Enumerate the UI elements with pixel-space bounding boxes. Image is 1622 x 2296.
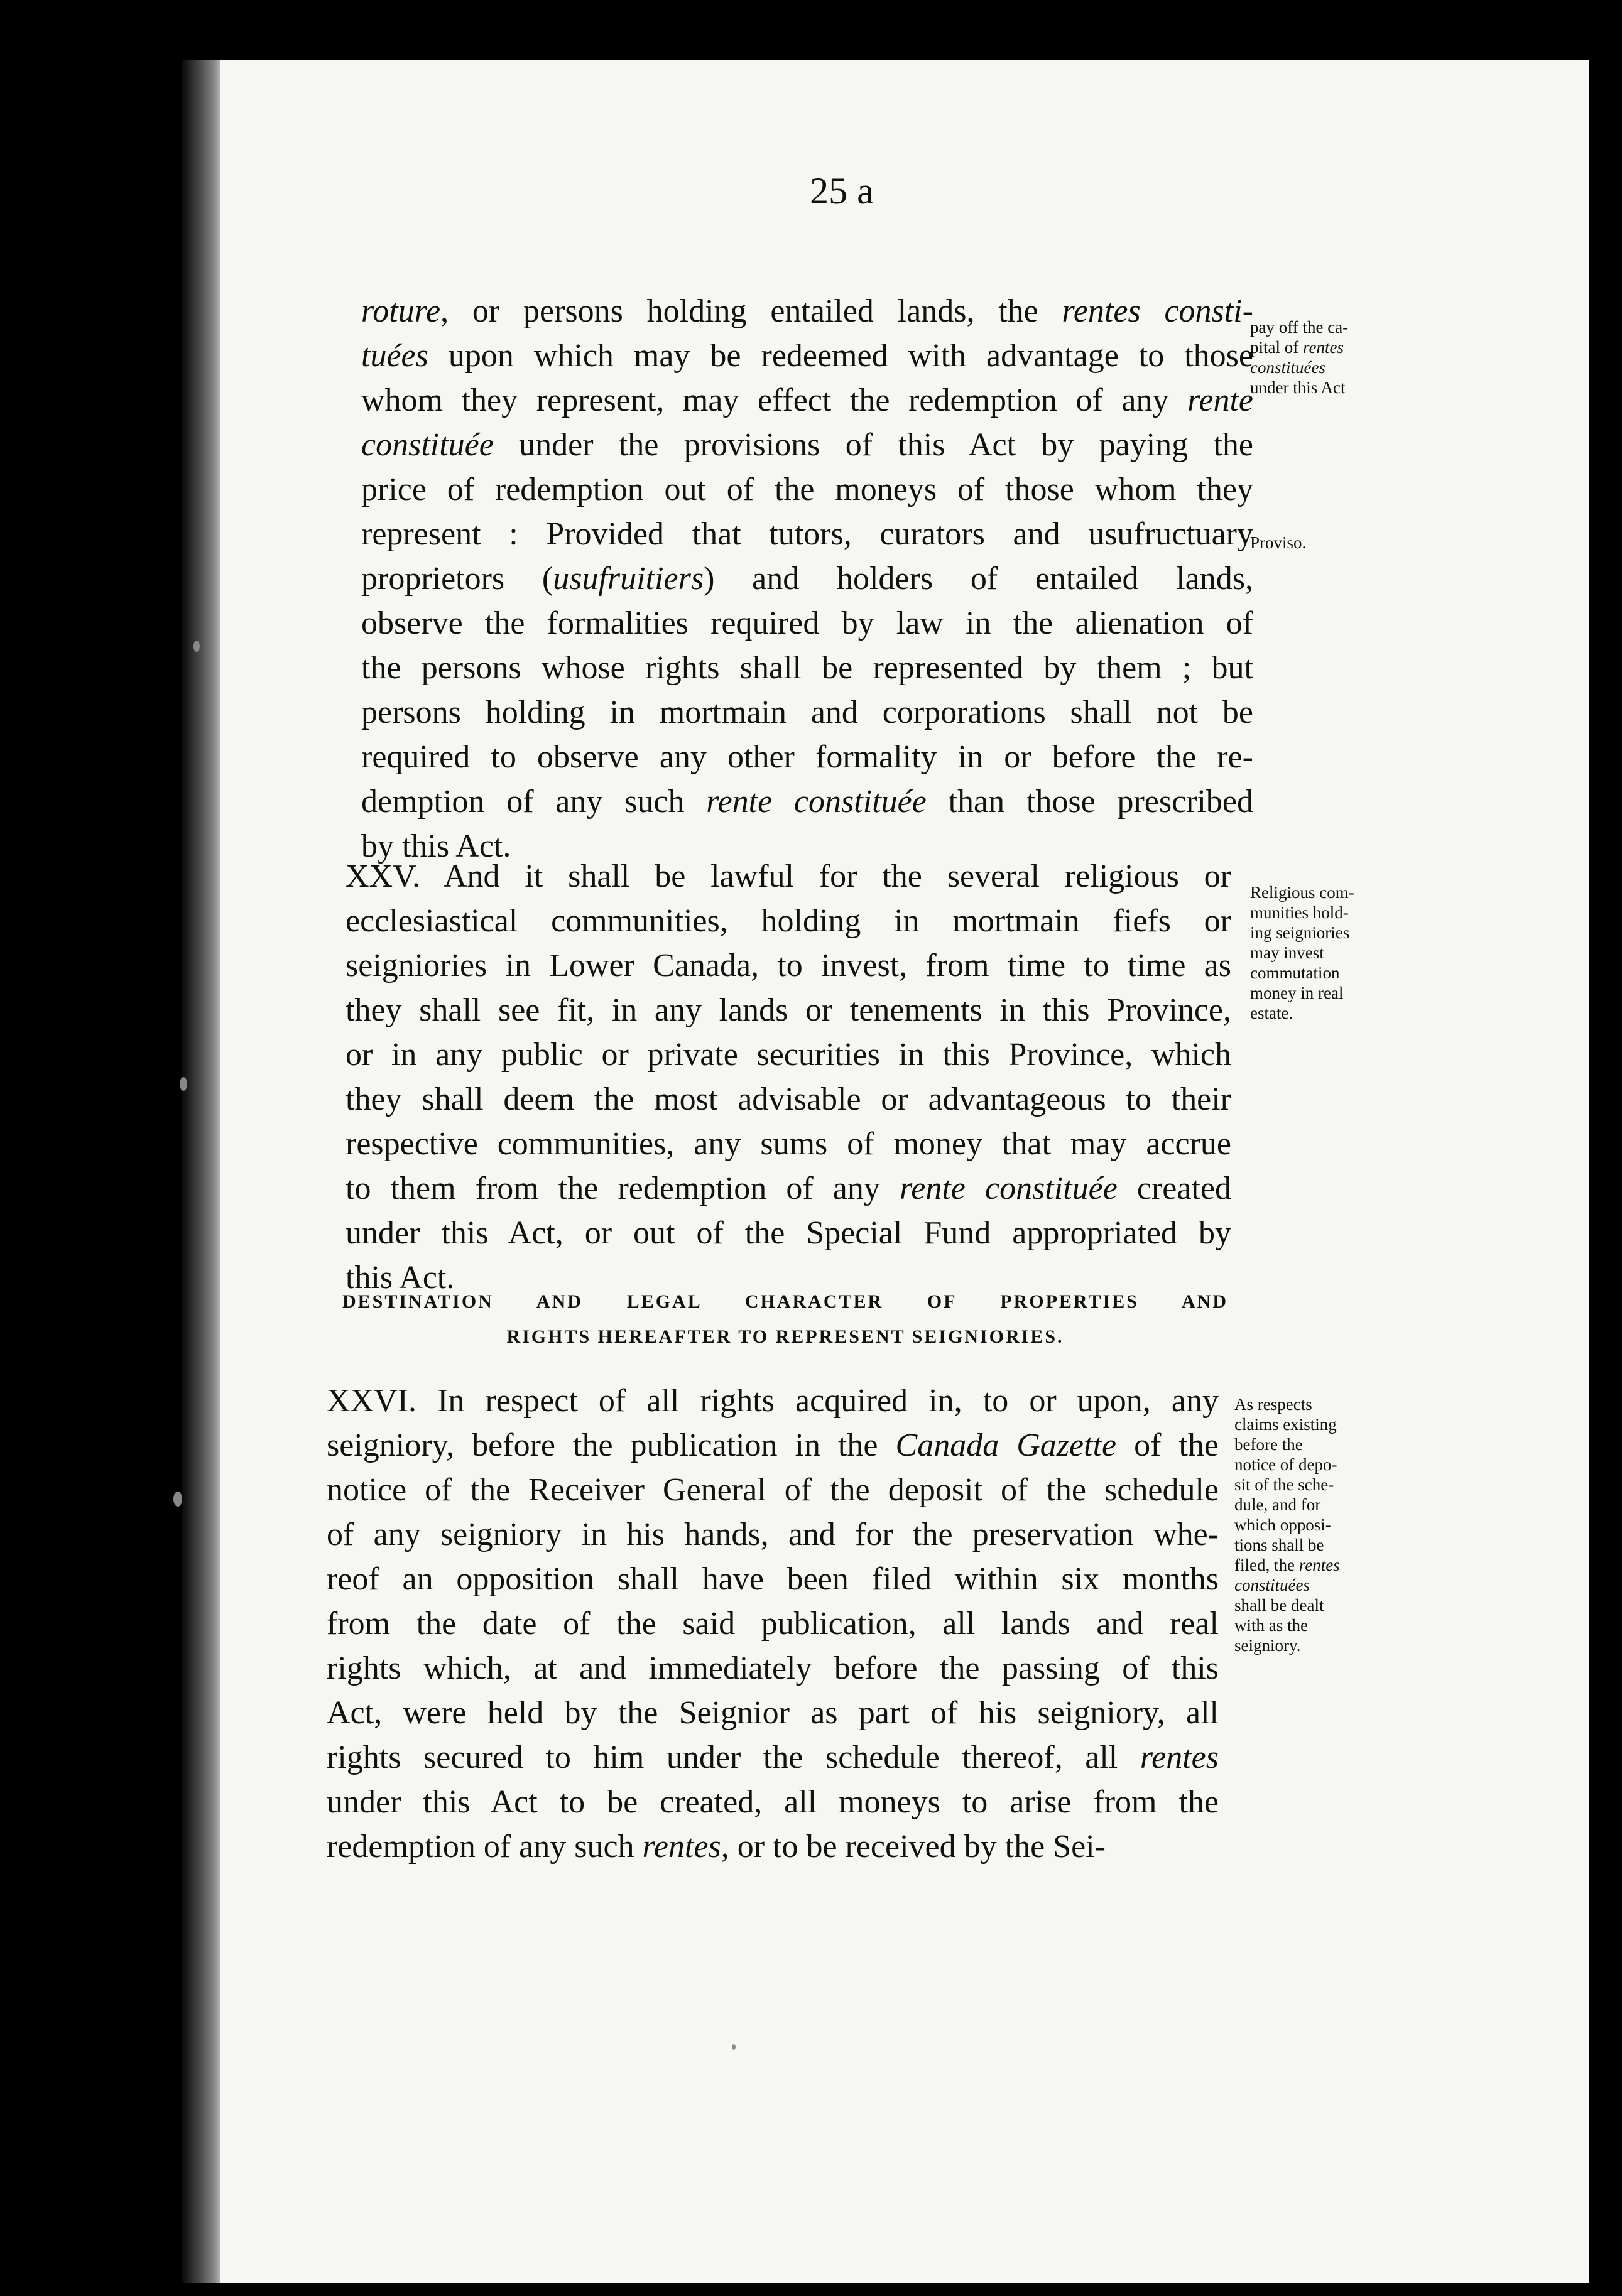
text-line: notice of the Receiver General of the deposit of the schedule (327, 1472, 1219, 1508)
text-line: demption of any such rente constituée than those prescribed (361, 784, 1253, 820)
text-line: claims existing (1234, 1415, 1337, 1434)
text-line: observe the formalities required by law in the alienation of (361, 605, 1253, 641)
text-line: to them from the redemption of any rente constituée created (346, 1171, 1231, 1206)
text-line: rights secured to him under the schedule thereof, all rentes (327, 1740, 1219, 1775)
margin-note-proviso (1250, 533, 1401, 553)
text-line: from the date of the said publication, all lands and real (327, 1606, 1219, 1642)
text-line: price of redemption out of the moneys of those whom they (361, 472, 1253, 507)
text-line: tuées upon which may be redeemed with advantage to those (361, 338, 1253, 374)
text-line: under this Act, or out of the Special Fund appropriated by (346, 1215, 1231, 1251)
heading-line-1: DESTINATION AND LEGAL CHARACTER OF PROPERTIES AND (342, 1291, 1228, 1312)
text-line: Act, were held by the Seignior as part of his seigniory, all (327, 1695, 1219, 1731)
section-heading (342, 1284, 1228, 1355)
text-line: with as the (1234, 1616, 1308, 1635)
text-line: filed, the rentes (1234, 1556, 1340, 1574)
margin-note-claims-existing (1234, 1394, 1385, 1655)
text-line: munities hold- (1250, 903, 1349, 922)
text-line: Proviso. (1250, 533, 1307, 552)
text-line: dule, and for (1234, 1495, 1321, 1514)
paragraph-continued (361, 289, 1253, 869)
text-line: commutation (1250, 963, 1340, 982)
text-line: they shall see fit, in any lands or tenements in this Province, (346, 992, 1231, 1028)
text-line: ing seigniories (1250, 923, 1350, 942)
text-line: represent : Provided that tutors, curators and usufructuary (361, 516, 1253, 552)
text-line: this Act. (346, 1260, 455, 1296)
text-line: seigniory. (1234, 1636, 1301, 1655)
binding-shadow (182, 60, 223, 2283)
text-line: roture, or persons holding entailed lands, the rentes consti- (361, 293, 1254, 329)
text-line: sit of the sche- (1234, 1475, 1334, 1494)
paragraph-section-xxvi (327, 1378, 1219, 1869)
text-line: redemption of any such rentes, or to be received by the Sei- (327, 1829, 1106, 1865)
text-line: by this Act. (361, 828, 511, 864)
text-line: which opposi- (1234, 1515, 1331, 1534)
scan-speck (193, 641, 200, 652)
text-line: tions shall be (1234, 1535, 1324, 1554)
text-line: respective communities, any sums of money that may accrue (346, 1126, 1231, 1162)
text-line: notice of depo- (1234, 1455, 1337, 1474)
text-line: constituées (1234, 1576, 1310, 1595)
paragraph-section-xxv (346, 854, 1231, 1300)
text-line: whom they represent, may effect the redemption of any rente (361, 382, 1253, 418)
text-line: seigniories in Lower Canada, to invest, from time to time as (346, 948, 1231, 983)
text-line: or in any public or private securities in this Province, which (346, 1037, 1231, 1073)
text-line: of any seigniory in his hands, and for the preservation whe- (327, 1517, 1219, 1552)
margin-note-pay-off (1250, 317, 1401, 398)
text-line: ecclesiastical communities, holding in mortmain fiefs or (346, 903, 1231, 939)
text-line: estate. (1250, 1004, 1293, 1022)
text-line: persons holding in mortmain and corporations shall not be (361, 695, 1253, 730)
scan-speck (180, 1077, 187, 1091)
text-line: before the (1234, 1435, 1303, 1454)
text-line: As respects (1234, 1395, 1312, 1414)
text-line: seigniory, before the publication in the Canada Gazette of the (327, 1427, 1219, 1463)
text-line: constituées (1250, 358, 1325, 377)
text-line: proprietors (usufruitiers) and holders of entailed lands, (361, 561, 1253, 597)
text-line: rights which, at and immediately before the passing of this (327, 1650, 1219, 1686)
text-line: XXV. And it shall be lawful for the several religious or (346, 858, 1231, 894)
text-line: may invest (1250, 943, 1324, 962)
text-line: Religious com- (1250, 883, 1354, 902)
scan-speck (173, 1492, 182, 1507)
text-line: pital of rentes (1250, 338, 1344, 357)
page-number: 25 a (810, 170, 874, 212)
text-line: reof an opposition shall have been filed within six months (327, 1561, 1219, 1597)
text-line: the persons whose rights shall be represented by them ; but (361, 650, 1253, 686)
text-line: under this Act (1250, 378, 1346, 397)
text-line: shall be dealt (1234, 1596, 1324, 1615)
text-line: XXVI. In respect of all rights acquired in, to or upon, any (327, 1383, 1219, 1419)
scan-speck (732, 2044, 736, 2050)
text-line: constituée under the provisions of this Act by paying the (361, 427, 1253, 463)
text-line: under this Act to be created, all moneys to arise from the (327, 1784, 1219, 1820)
text-line: money in real (1250, 983, 1344, 1002)
text-line: required to observe any other formality in or before the re- (361, 739, 1253, 775)
margin-note-religious-communities (1250, 882, 1401, 1023)
text-line: pay off the ca- (1250, 318, 1349, 337)
text-line: they shall deem the most advisable or advantageous to their (346, 1081, 1231, 1117)
heading-line-2: RIGHTS HEREAFTER TO REPRESENT SEIGNIORIES. (506, 1326, 1064, 1347)
